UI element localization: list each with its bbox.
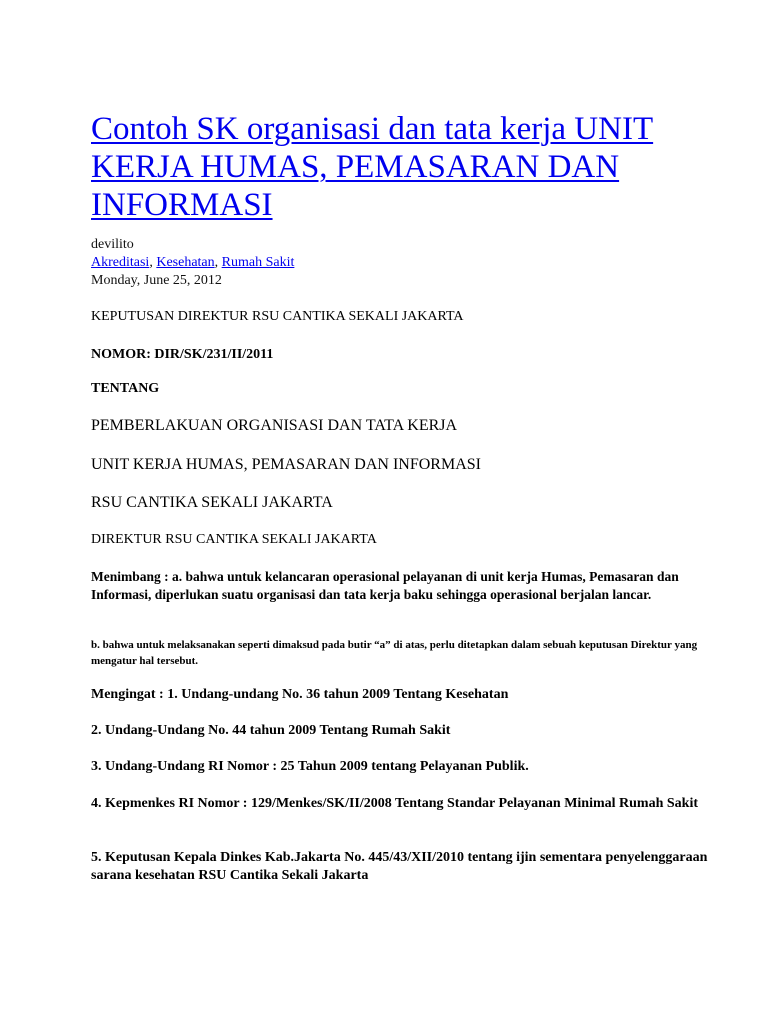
subject-line-2: UNIT KERJA HUMAS, PEMASARAN DAN INFORMASI [91, 456, 481, 473]
tag-list [91, 254, 294, 272]
mengingat-1: Mengingat : 1. Undang-undang No. 36 tahun 2009 Tentang Kesehatan [91, 687, 509, 702]
menimbang-a: Menimbang : a. bahwa untuk kelancaran operasional pelayanan di unit kerja Humas, Pemasaran dan Informasi, diperlukan suatu organisasi dan tata kerja baku sehingga operasional berjalan lancar. [91, 569, 679, 602]
subject-line-3: RSU CANTIKA SEKALI JAKARTA [91, 494, 333, 511]
tag-separator: , [214, 255, 222, 270]
subject-line-1: PEMBERLAKUAN ORGANISASI DAN TATA KERJA [91, 417, 458, 434]
publish-date: Monday, June 25, 2012 [91, 273, 222, 288]
tentang-label: TENTANG [91, 381, 160, 396]
menimbang-b: b. bahwa untuk melaksanakan seperti dimaksud pada butir “a” di atas, perlu ditetapkan dalam sebuah keputusan Direktur yang mengatur hal tersebut. [91, 639, 698, 667]
decree-heading: KEPUTUSAN DIREKTUR RSU CANTIKA SEKALI JAKARTA [91, 309, 464, 324]
article-meta [91, 236, 294, 290]
decree-number: NOMOR: DIR/SK/231/II/2011 [91, 347, 274, 362]
article-title-link[interactable]: Contoh SK organisasi dan tata kerja UNIT KERJA HUMAS, PEMASARAN DAN INFORMASI [91, 111, 654, 223]
mengingat-4: 4. Kepmenkes RI Nomor : 129/Menkes/SK/II/2008 Tentang Standar Pelayanan Minimal Rumah Sakit [91, 796, 699, 811]
mengingat-2: 2. Undang-Undang No. 44 tahun 2009 Tentang Rumah Sakit [91, 723, 451, 738]
tag-kesehatan-link[interactable]: Kesehatan [156, 255, 215, 270]
mengingat-3: 3. Undang-Undang RI Nomor : 25 Tahun 2009 tentang Pelayanan Publik. [91, 759, 529, 774]
director-line: DIREKTUR RSU CANTIKA SEKALI JAKARTA [91, 532, 377, 547]
mengingat-5: 5. Keputusan Kepala Dinkes Kab.Jakarta No. 445/43/XII/2010 tentang ijin sementara penyelenggaraan sarana kesehatan RSU Cantika Sekali Jakarta [91, 850, 708, 883]
tag-akreditasi-link[interactable]: Akreditasi [91, 255, 150, 270]
author-name: devilito [91, 237, 134, 252]
tag-separator: , [149, 255, 157, 270]
tag-rumah-sakit-link[interactable]: Rumah Sakit [221, 255, 295, 270]
